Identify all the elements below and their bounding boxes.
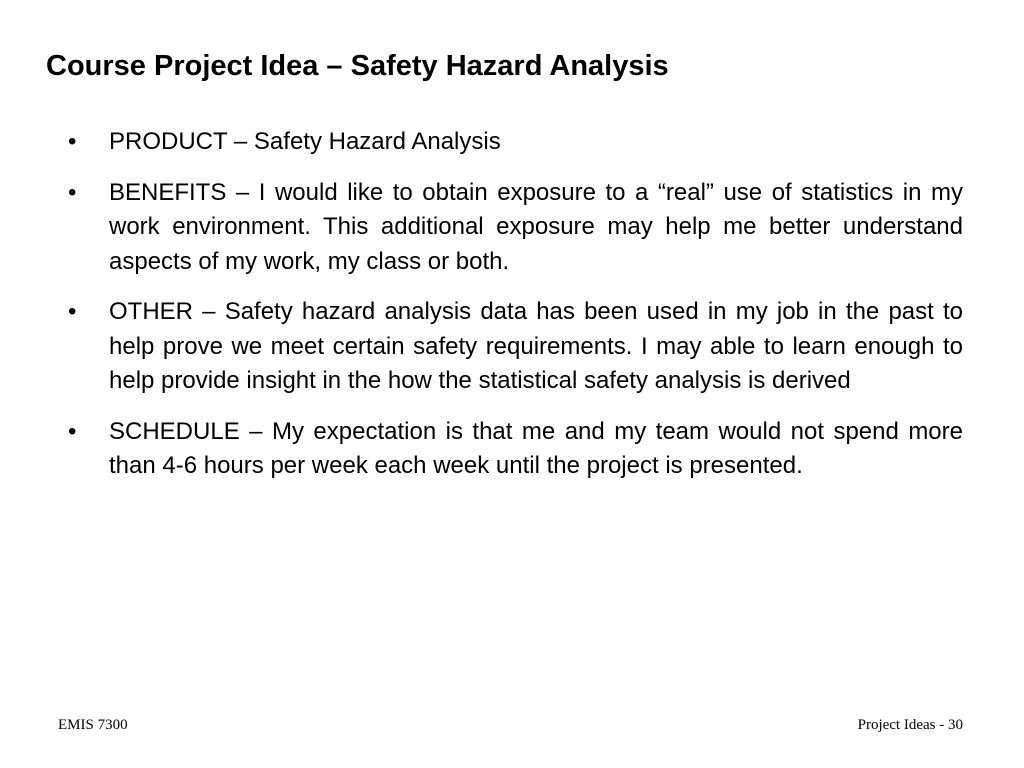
slide-title: Course Project Idea – Safety Hazard Analysis — [46, 50, 669, 82]
bullet-item-schedule — [68, 415, 963, 484]
bullet-item-other — [68, 295, 963, 399]
bullet-item-product — [68, 125, 963, 160]
bullet-text: OTHER – Safety hazard analysis data has been used in my job in the past to help prove we meet certain safety requirements. I may able to learn enough to help provide insight in the how the statistical safety analysis is derived — [109, 298, 963, 394]
bullet-dot-icon: • — [68, 128, 77, 155]
bullet-text: PRODUCT – Safety Hazard Analysis — [109, 128, 501, 155]
footer-course-code: EMIS 7300 — [58, 717, 128, 733]
bullet-text: SCHEDULE – My expectation is that me and my team would not spend more than 4-6 hours per week each week until the project is presented. — [109, 417, 963, 479]
bullet-dot-icon: • — [68, 298, 77, 325]
bullet-dot-icon: • — [68, 417, 77, 445]
bullet-text: BENEFITS – I would like to obtain exposure to a “real” use of statistics in my work environment. This additional exposure may help me better understand aspects of my work, my class or both. — [109, 178, 963, 275]
bullet-item-benefits — [68, 176, 963, 280]
footer-page-label: Project Ideas - 30 — [857, 717, 963, 733]
bullet-dot-icon: • — [68, 178, 77, 206]
bullet-list — [68, 125, 963, 500]
